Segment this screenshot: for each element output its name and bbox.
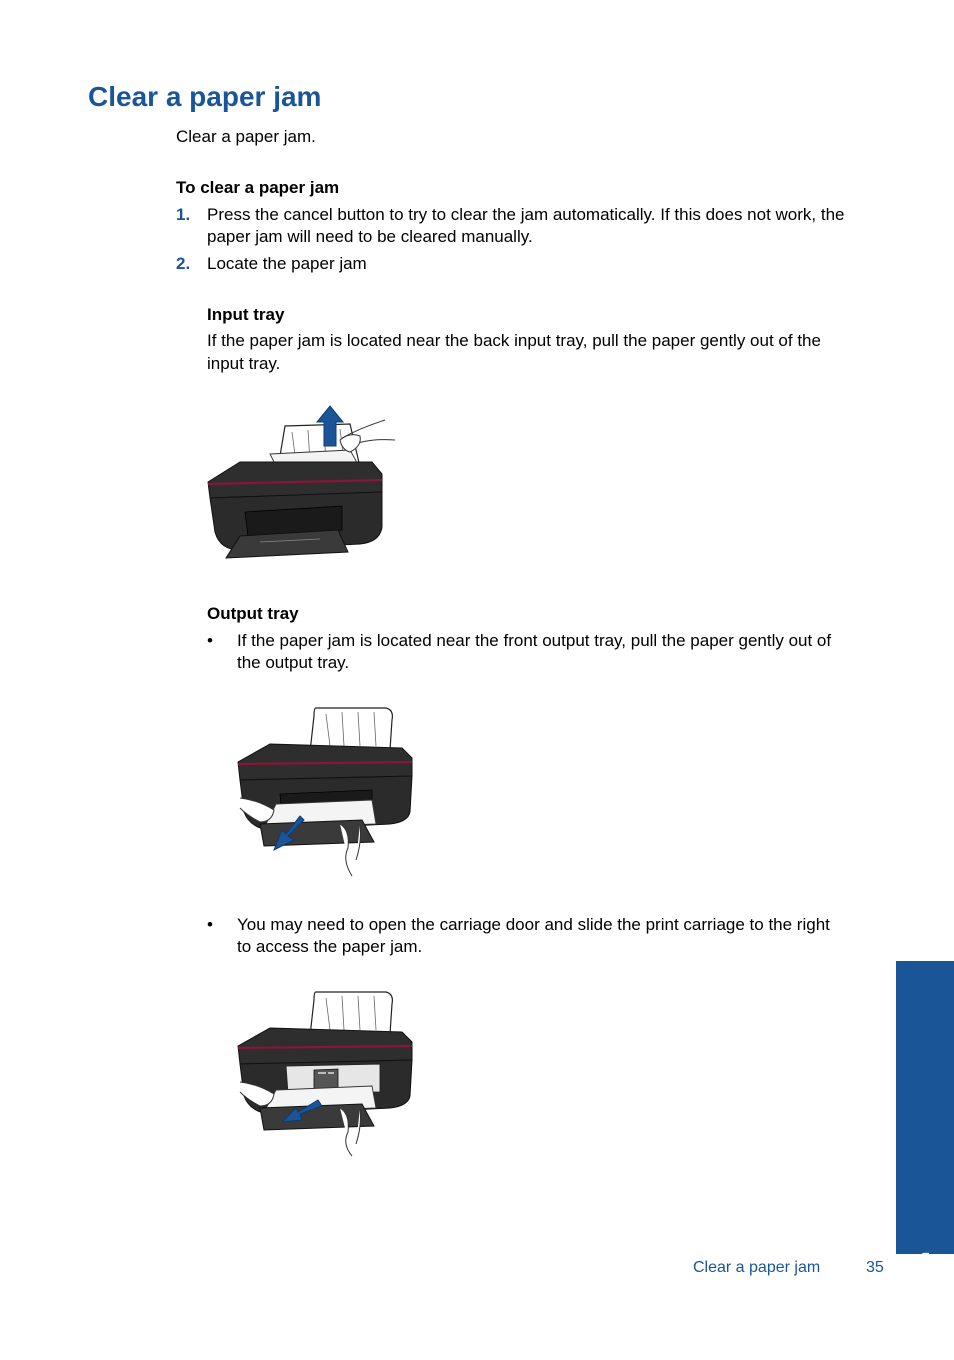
step-1-text-line1: Press the cancel button to try to clear the jam automatically. If this does not work, the <box>207 205 845 224</box>
output-tray-jam-illustration <box>230 700 420 880</box>
output-tray-heading: Output tray <box>207 604 299 623</box>
footer-section-title: Clear a paper jam <box>693 1259 821 1276</box>
chapter-side-tab <box>896 961 954 1360</box>
input-tray-text-line2: input tray. <box>207 354 281 373</box>
step-2-number: 2. <box>176 254 191 273</box>
intro-text: Clear a paper jam. <box>176 127 316 146</box>
step-1-number: 1. <box>176 205 191 224</box>
step-1-text-line2: paper jam will need to be cleared manually. <box>207 227 533 246</box>
carriage-door-illustration <box>230 984 420 1159</box>
step-2-text: Locate the paper jam <box>207 254 367 273</box>
side-tab-label: Solve a problem <box>916 1252 932 1360</box>
printer-icon <box>238 992 412 1130</box>
input-tray-text-line1: If the paper jam is located near the back input tray, pull the paper gently out of the <box>207 331 821 350</box>
input-tray-heading: Input tray <box>207 305 285 324</box>
print-carriage-icon <box>314 1069 338 1089</box>
bullet-1: • <box>207 631 213 650</box>
output-tray-item2-line1: You may need to open the carriage door and slide the print carriage to the right <box>237 915 830 934</box>
output-tray-item1-line2: the output tray. <box>237 653 350 672</box>
output-tray-item1-line1: If the paper jam is located near the front output tray, pull the paper gently out of <box>237 631 832 650</box>
page-number: 35 <box>866 1259 884 1276</box>
procedure-heading: To clear a paper jam <box>176 178 340 197</box>
input-tray-jam-illustration <box>200 402 400 572</box>
page-title: Clear a paper jam <box>88 81 322 112</box>
output-tray-item2-line2: to access the paper jam. <box>237 937 423 956</box>
bullet-2: • <box>207 915 213 934</box>
printer-icon <box>238 708 412 846</box>
